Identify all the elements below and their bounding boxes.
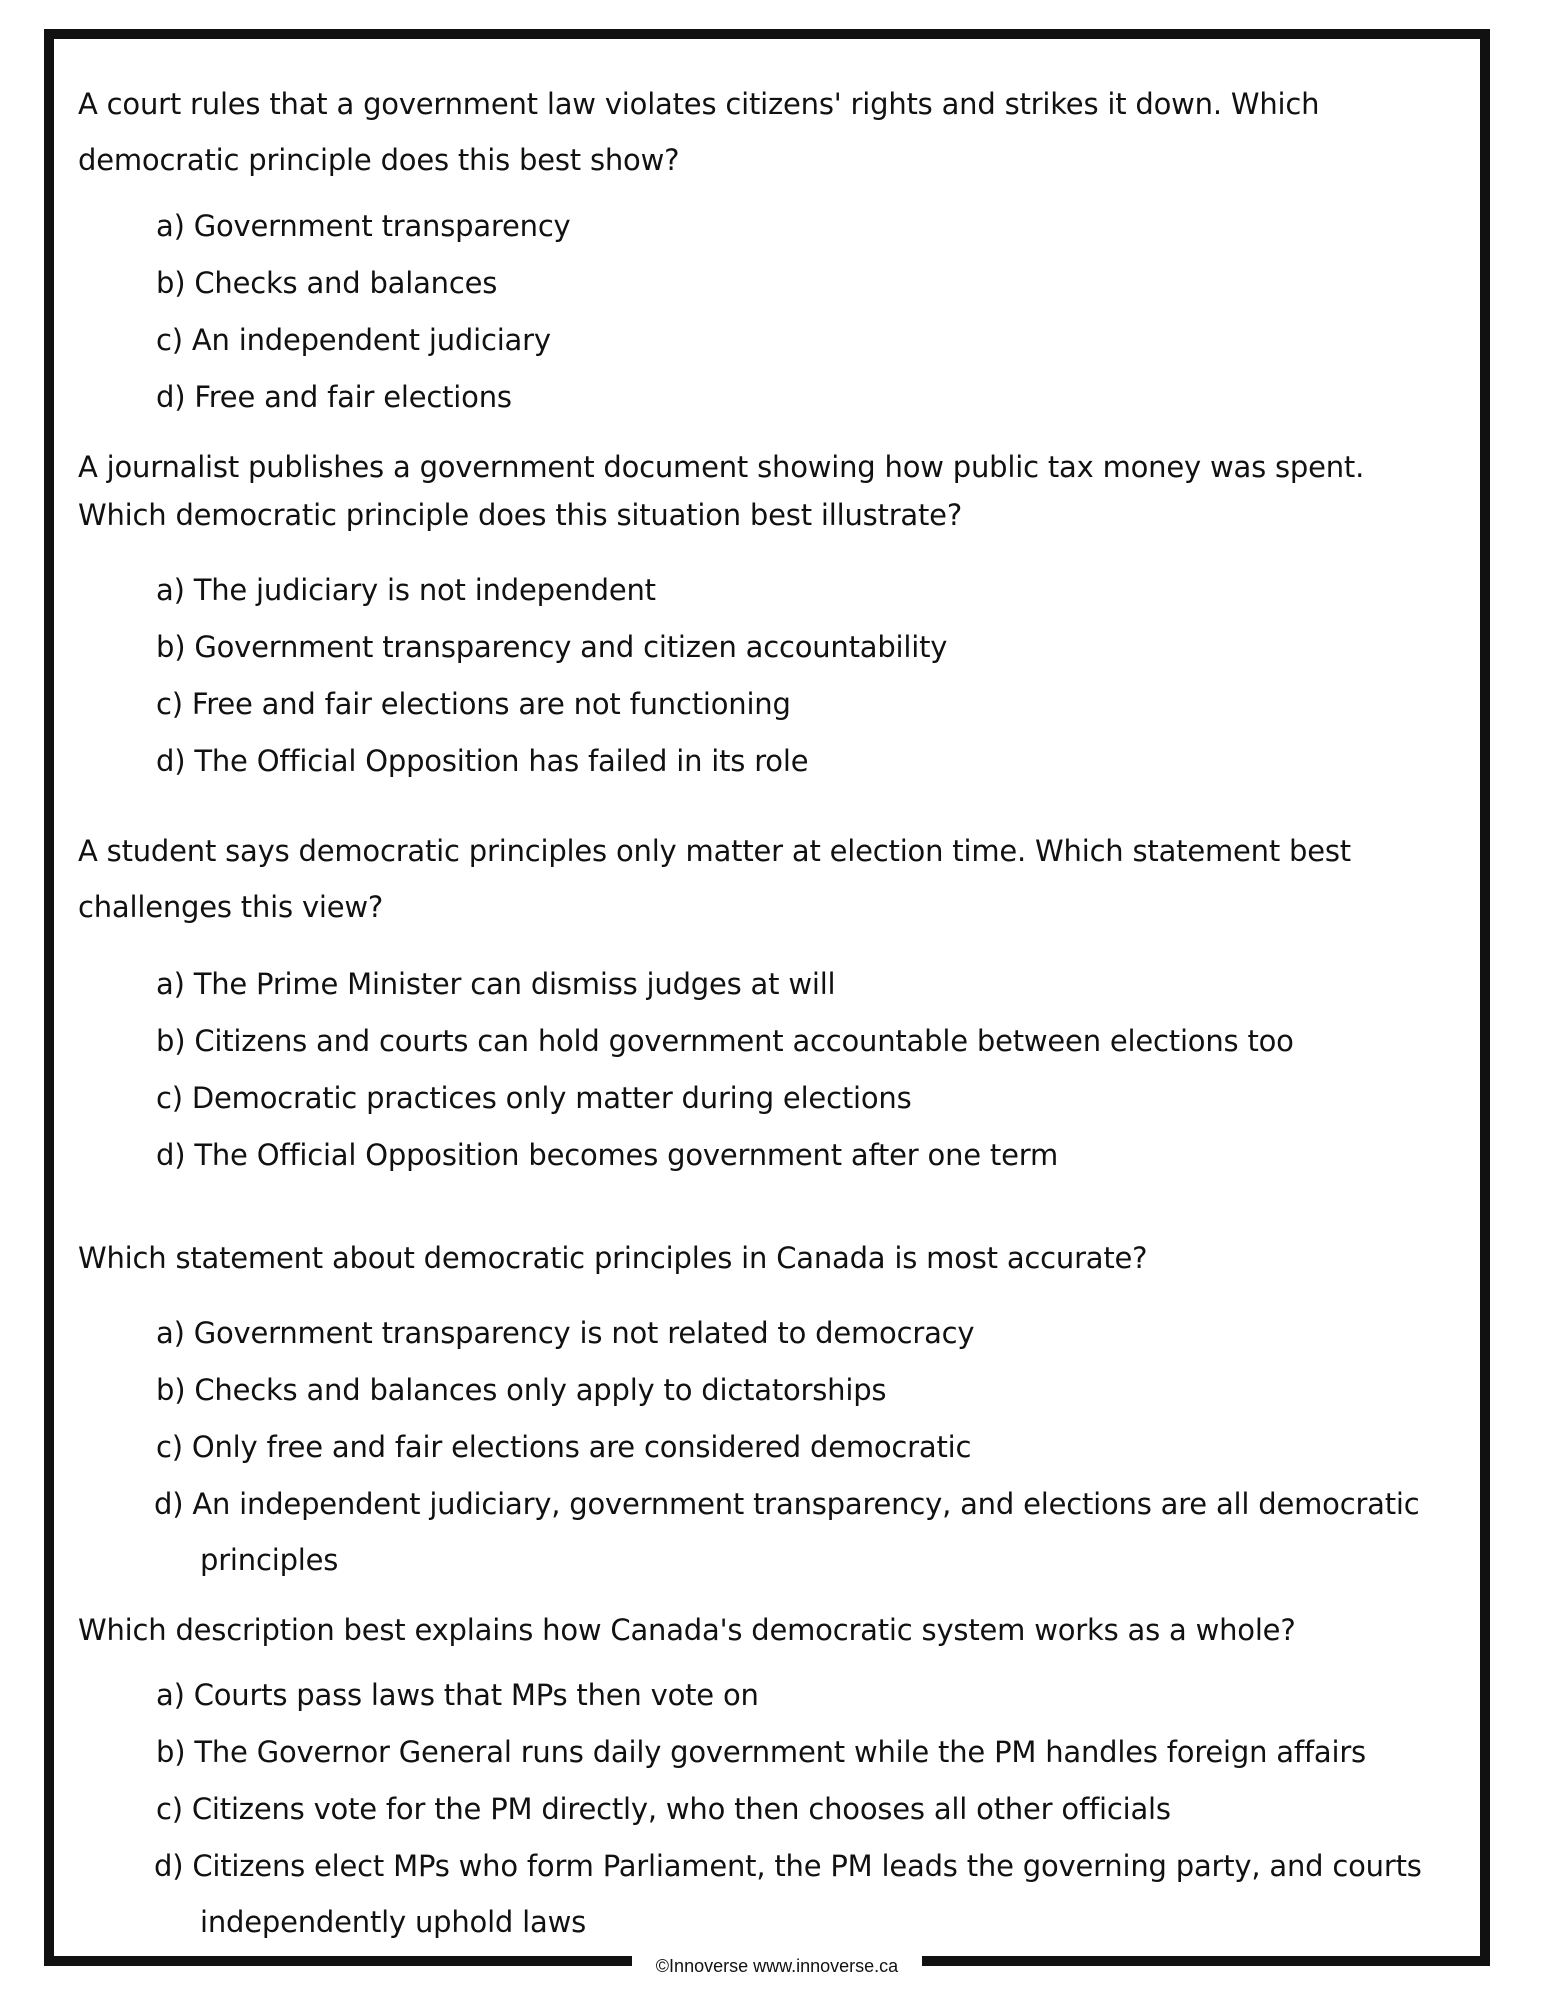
question-2-option-c: c) Free and fair elections are not functioning — [156, 687, 791, 721]
question-4-option-c: c) Only free and fair elections are considered democratic — [156, 1430, 972, 1464]
question-5-option-b: b) The Governor General runs daily government while the PM handles foreign affairs — [156, 1735, 1366, 1769]
question-1-prompt: A court rules that a government law violates citizens' rights and strikes it down. Which democratic principle does this best show? — [78, 87, 1320, 177]
question-5-option-a: a) Courts pass laws that MPs then vote on — [156, 1678, 759, 1712]
question-2-option-b: b) Government transparency and citizen accountability — [156, 630, 948, 664]
question-1-option-c: c) An independent judiciary — [156, 323, 551, 357]
question-3-option-b: b) Citizens and courts can hold government accountable between elections too — [156, 1024, 1294, 1058]
question-2-option-d: d) The Official Opposition has failed in its role — [156, 744, 809, 778]
question-1-option-b: b) Checks and balances — [156, 266, 498, 300]
question-1-option-d: d) Free and fair elections — [156, 380, 512, 414]
question-4-prompt: Which statement about democratic principles in Canada is most accurate? — [78, 1241, 1148, 1275]
question-1-option-a: a) Government transparency — [156, 209, 571, 243]
question-4-option-b: b) Checks and balances only apply to dictatorships — [156, 1373, 887, 1407]
question-3-option-d: d) The Official Opposition becomes government after one term — [156, 1138, 1059, 1172]
question-5-option-d: d) Citizens elect MPs who form Parliament, the PM leads the governing party, and courts independently uphold laws — [154, 1849, 1422, 1939]
question-5-prompt: Which description best explains how Canada's democratic system works as a whole? — [78, 1613, 1296, 1647]
question-4-option-a: a) Government transparency is not related to democracy — [156, 1316, 975, 1350]
question-3-prompt: A student says democratic principles only matter at election time. Which statement best challenges this view? — [78, 834, 1351, 924]
question-2-option-a: a) The judiciary is not independent — [156, 573, 656, 607]
question-3-option-a: a) The Prime Minister can dismiss judges at will — [156, 967, 836, 1001]
question-2-prompt: A journalist publishes a government document showing how public tax money was spent. Which democratic principle does this situation best illustrate? — [78, 450, 1365, 532]
question-3-option-c: c) Democratic practices only matter during elections — [156, 1081, 912, 1115]
question-5-option-c: c) Citizens vote for the PM directly, who then chooses all other officials — [156, 1792, 1171, 1826]
question-4-option-d: d) An independent judiciary, government transparency, and elections are all democratic principles — [154, 1487, 1420, 1577]
footer-copyright: ©Innoverse www.innoverse.ca — [632, 1950, 922, 1982]
